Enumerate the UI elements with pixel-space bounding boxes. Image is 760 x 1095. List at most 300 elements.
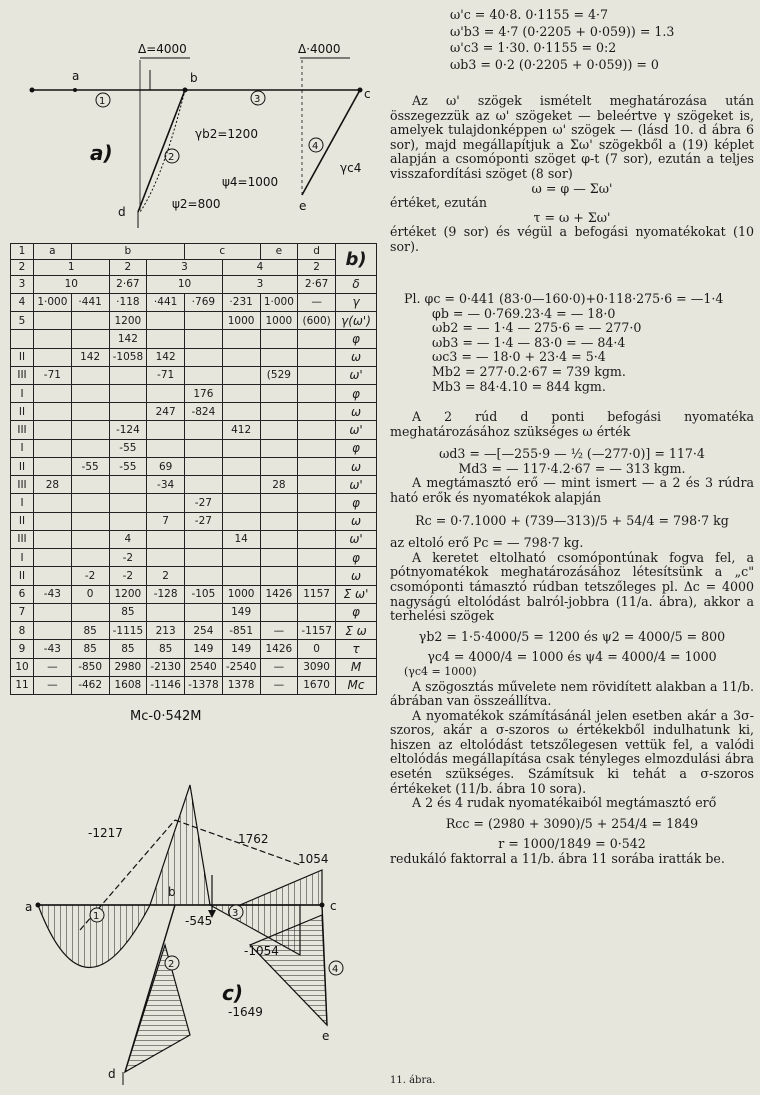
table-cell	[71, 549, 109, 567]
table-cell	[185, 603, 223, 621]
table-cell	[109, 494, 147, 512]
table-cell	[260, 549, 298, 567]
diagram-c-label: c)	[222, 981, 243, 1005]
table-cell	[298, 530, 336, 548]
row-symbol: φ	[336, 439, 377, 457]
example-line: Mb2 = 277·0.2·67 = 739 kgm.	[432, 363, 626, 379]
table-cell: 149	[222, 603, 260, 621]
table-cell	[71, 366, 109, 384]
table-cell: -2540	[222, 658, 260, 676]
table-cell	[34, 348, 72, 366]
paragraph: A keretet eltolható csomópontúnak fogva fel, a pótnyomatékok meghatározásához létesítsünk a „c" csomóponti támasztó rúdban tetszőleges pl. Δc = 4000 nagyságú eltolódást balról-jobbra (11/a. ábra), akkor a terhelési szögek	[390, 549, 754, 624]
table-cell: 142	[109, 330, 147, 348]
row-symbol: ω'	[336, 476, 377, 494]
table-row: I -55 φ	[11, 439, 377, 457]
table-cell: ·231	[222, 293, 260, 311]
table-row: III 28 -34 28 ω'	[11, 476, 377, 494]
table-cell: -824	[185, 403, 223, 421]
table-cell: 14	[222, 530, 260, 548]
table-cell	[260, 348, 298, 366]
example-line: Pl. φc = 0·441 (83·0—160·0)+0·118·275·6 = —1·4	[404, 291, 724, 306]
row-symbol: φ	[336, 385, 377, 403]
table-cell: 0	[298, 640, 336, 658]
table-row: 10 — -850 2980 -2130 2540 -2540 — 3090 M	[11, 658, 377, 676]
table-cell	[109, 403, 147, 421]
table-cell: ·441	[71, 293, 109, 311]
table-cell	[222, 476, 260, 494]
table-cell	[71, 403, 109, 421]
node-cell: c	[185, 244, 261, 260]
table-cell: -71	[34, 366, 72, 384]
table-cell	[298, 476, 336, 494]
member-cell: 4	[222, 259, 298, 275]
member-cell: 2	[109, 259, 147, 275]
table-cell: -43	[34, 640, 72, 658]
table-cell	[260, 494, 298, 512]
table-row: 3 10 2·67 10 3 2·67 δ	[11, 275, 377, 293]
node-cell: a	[34, 244, 72, 260]
table-cell: —	[34, 658, 72, 676]
member-2-label: 2	[168, 152, 175, 163]
paragraph: A szögosztás művelete nem rövidített alakban a 11/b. ábrában van összeállítva.	[390, 678, 754, 709]
table-cell	[260, 457, 298, 475]
example-line: ωb2 = — 1·4 — 275·6 = — 277·0	[432, 320, 642, 336]
table-cell: -34	[147, 476, 185, 494]
table-row: II 7 -27 ω	[11, 512, 377, 530]
table-row: II -55 -55 69 ω	[11, 457, 377, 475]
example-line: ωc3 = — 18·0 + 23·4 = 5·4	[432, 349, 606, 365]
row-symbol: M	[336, 658, 377, 676]
table-cell: -1058	[109, 348, 147, 366]
table-cell: 3090	[298, 658, 336, 676]
table-cell: -1146	[147, 676, 185, 694]
moment-value: 1054	[298, 852, 329, 866]
table-row: II 247 -824 ω	[11, 403, 377, 421]
table-cell: 149	[185, 640, 223, 658]
table-row: 2 1 2 3 4 2	[11, 259, 377, 275]
table-cell: 142	[147, 348, 185, 366]
table-cell	[34, 312, 72, 330]
table-cell	[222, 385, 260, 403]
table-cell	[147, 421, 185, 439]
table-cell	[298, 348, 336, 366]
table-cell	[298, 512, 336, 530]
table-cell	[185, 530, 223, 548]
table-cell	[260, 439, 298, 457]
table-cell	[34, 403, 72, 421]
table-cell: -2130	[147, 658, 185, 676]
moment-value: 1762	[238, 832, 269, 846]
table-cell	[185, 476, 223, 494]
table-cell	[185, 348, 223, 366]
equation: ω'c3 = 1·30. 0·1155 = 0:2	[450, 40, 617, 56]
table-cell: -2	[109, 549, 147, 567]
table-cell	[147, 494, 185, 512]
table-cell	[185, 421, 223, 439]
table-cell	[71, 330, 109, 348]
table-row: II 142 -1058 142 ω	[11, 348, 377, 366]
table-cell	[260, 567, 298, 585]
table-cell	[298, 366, 336, 384]
table-cell	[34, 549, 72, 567]
table-cell: 1·000	[34, 293, 72, 311]
table-cell	[34, 622, 72, 640]
table-cell: -55	[109, 457, 147, 475]
table-cell	[147, 330, 185, 348]
table-cell: —	[260, 676, 298, 694]
table-cell: 213	[147, 622, 185, 640]
table-cell: ·118	[109, 293, 147, 311]
table-cell: -2	[109, 567, 147, 585]
row-symbol: τ	[336, 640, 377, 658]
table-cell	[185, 312, 223, 330]
table-cell	[34, 512, 72, 530]
table-cell: -27	[185, 494, 223, 512]
table-cell: -1157	[298, 622, 336, 640]
table-cell: 2	[147, 567, 185, 585]
table-row: III -124 412 ω'	[11, 421, 377, 439]
table-cell: 85	[109, 603, 147, 621]
table-row: I -2 φ	[11, 549, 377, 567]
member-cell: 3	[147, 259, 223, 275]
table-cell	[185, 567, 223, 585]
table-row: 6 -43 0 1200 -128 -105 1000 1426 1157 Σ ω'	[11, 585, 377, 603]
example-line: φb = — 0·769.23·4 = — 18·0	[432, 305, 616, 321]
table-cell	[71, 439, 109, 457]
node-d-label: d	[118, 205, 126, 219]
node-d-label: d	[108, 1067, 116, 1081]
table-cell	[260, 403, 298, 421]
formula: ω = φ — Σω'	[531, 180, 613, 196]
table-row: 11 — -462 1608 -1146 -1378 1378 — 1670 Mc	[11, 676, 377, 694]
row-symbol: γ	[336, 293, 377, 311]
equation: ωb3 = 0·2 (0·2205 + 0·059)) = 0	[450, 56, 659, 72]
table-cell: -128	[147, 585, 185, 603]
table-cell	[71, 603, 109, 621]
table-cell: 412	[222, 421, 260, 439]
table-cell	[260, 385, 298, 403]
table-cell: 254	[185, 622, 223, 640]
table-cell	[147, 312, 185, 330]
table-cell: ·769	[185, 293, 223, 311]
table-cell: 142	[71, 348, 109, 366]
table-row: I -27 φ	[11, 494, 377, 512]
table-cell	[185, 330, 223, 348]
table-cell	[298, 439, 336, 457]
table-cell	[71, 530, 109, 548]
table-cell	[260, 512, 298, 530]
table-cell: -105	[185, 585, 223, 603]
row-symbol: Σ ω'	[336, 585, 377, 603]
table-cell	[185, 439, 223, 457]
table-cell: ·441	[147, 293, 185, 311]
table-cell	[222, 457, 260, 475]
table-cell: -2	[71, 567, 109, 585]
table-cell	[185, 549, 223, 567]
row-symbol: φ	[336, 330, 377, 348]
table-cell	[147, 603, 185, 621]
formula: r = 1000/1849 = 0·542	[498, 836, 646, 852]
svg-text:2: 2	[168, 959, 175, 970]
formula: Rc = 0·7.1000 + (739—313)/5 + 54/4 = 798·7 kg	[415, 512, 729, 528]
table-cell: -27	[185, 512, 223, 530]
table-cell: -43	[34, 585, 72, 603]
table-cell: 1670	[298, 676, 336, 694]
table-cell: 1200	[109, 312, 147, 330]
example-block	[404, 292, 754, 394]
table-cell	[71, 312, 109, 330]
table-row: 5 1200 1000 1000 (600) γ(ω')	[11, 312, 377, 330]
row-symbol: φ	[336, 603, 377, 621]
table-row: 1 a b c e d b)	[11, 244, 377, 260]
table-cell: 1000	[222, 585, 260, 603]
moment-diagram-title: Mc-0·542M	[130, 709, 202, 724]
table-cell: 85	[109, 640, 147, 658]
table-row	[11, 330, 377, 348]
table-cell: 1426	[260, 640, 298, 658]
node-a-label: a	[72, 69, 80, 83]
psi4-label: ψ4=1000	[222, 175, 279, 189]
table-cell: -851	[222, 622, 260, 640]
diagram-a-label: a)	[90, 141, 113, 165]
node-e-label: e	[322, 1029, 330, 1043]
table-cell	[147, 549, 185, 567]
table-cell: —	[260, 658, 298, 676]
table-cell	[109, 476, 147, 494]
gamma-c4-label: γc4	[340, 161, 362, 175]
paragraph: értéket (9 sor) és végül a befogási nyomatékokat (10 sor).	[390, 224, 754, 254]
node-cell: d	[298, 244, 336, 260]
paragraph: A 2 rúd d ponti befogási nyomatéka meghatározásához szükséges ω érték	[390, 409, 754, 439]
node-c-label: c	[364, 87, 371, 101]
row-symbol: Mc	[336, 676, 377, 694]
calculation-table	[10, 243, 377, 695]
moment-value: -1649	[228, 1005, 263, 1019]
example-line: ωb3 = — 1·4 — 83·0 = — 84·4	[432, 334, 626, 350]
table-cell: 1426	[260, 585, 298, 603]
table-cell: (529	[260, 366, 298, 384]
table-cell: 1200	[109, 585, 147, 603]
table-cell	[147, 530, 185, 548]
table-cell	[147, 439, 185, 457]
table-cell	[260, 603, 298, 621]
node-b-label: b	[168, 885, 176, 899]
row-symbol: ω	[336, 348, 377, 366]
node-a-label: a	[25, 900, 33, 914]
svg-text:4: 4	[332, 964, 339, 975]
table-cell	[34, 494, 72, 512]
table-cell: 2540	[185, 658, 223, 676]
node-cell: b	[71, 244, 184, 260]
formula: τ = ω + Σω'	[533, 209, 611, 225]
table-cell	[298, 421, 336, 439]
table-cell	[109, 366, 147, 384]
table-cell: 0	[71, 585, 109, 603]
table-row: 4 1·000 ·441 ·118 ·441 ·769 ·231 1·000 — γ	[11, 293, 377, 311]
table-cell	[298, 403, 336, 421]
table-cell: -55	[109, 439, 147, 457]
delta-top-left: Δ=4000	[138, 42, 187, 56]
table-cell: 247	[147, 403, 185, 421]
member-cell: 2	[298, 259, 336, 275]
table-cell	[260, 421, 298, 439]
formula: Md3 = — 117·4.2·67 = — 313 kgm.	[458, 460, 686, 476]
table-cell	[222, 330, 260, 348]
equation: ω'b3 = 4·7 (0·2205 + 0·059)) = 1.3	[450, 23, 675, 39]
row-symbol: ω	[336, 512, 377, 530]
table-row: III 4 14 ω'	[11, 530, 377, 548]
formula: Rcc = (2980 + 3090)/5 + 254/4 = 1849	[445, 815, 699, 831]
table-cell	[71, 512, 109, 530]
row-symbol: φ	[336, 549, 377, 567]
paragraph: redukáló faktorral a 11/b. ábra 11 sorába iratták be.	[390, 851, 725, 867]
table-cell: —	[34, 676, 72, 694]
table-cell	[34, 567, 72, 585]
paragraph: A 2 és 4 rudak nyomatékaiból megtámasztó erő	[412, 795, 717, 811]
formula: γb2 = 1·5·4000/5 = 1200 és ψ2 = 4000/5 = 800	[418, 628, 726, 644]
node-c-label: c	[330, 899, 337, 913]
paragraph: az eltoló erő Pc = — 798·7 kg.	[390, 535, 584, 551]
table-row: 9 -43 85 85 85 149 149 1426 0 τ	[11, 640, 377, 658]
node-cell: e	[260, 244, 298, 260]
node-e-label: e	[299, 199, 307, 213]
table-cell	[71, 421, 109, 439]
table-cell: -1378	[185, 676, 223, 694]
table-cell: 28	[260, 476, 298, 494]
svg-text:3: 3	[232, 908, 239, 919]
row-symbol: ω'	[336, 366, 377, 384]
table-cell: 1378	[222, 676, 260, 694]
table-cell	[222, 439, 260, 457]
equation: ω'c = 40·8. 0·1155 = 4·7	[450, 7, 609, 22]
row-symbol: ω'	[336, 421, 377, 439]
table-cell	[222, 567, 260, 585]
table-cell: (600)	[298, 312, 336, 330]
table-cell: -124	[109, 421, 147, 439]
member-3-label: 3	[254, 94, 261, 105]
gamma-b2-label: γb2=1200	[195, 127, 258, 141]
table-cell: 69	[147, 457, 185, 475]
row-symbol: ω'	[336, 530, 377, 548]
table-cell: 28	[34, 476, 72, 494]
delta-top-right: Δ·4000	[298, 42, 341, 56]
table-cell	[34, 439, 72, 457]
row-symbol: ω	[336, 457, 377, 475]
table-row: III -71 -71 (529 ω'	[11, 366, 377, 384]
table-cell	[298, 330, 336, 348]
table-cell: 1·000	[260, 293, 298, 311]
svg-text:1: 1	[93, 911, 100, 922]
table-cell	[147, 385, 185, 403]
table-cell	[71, 385, 109, 403]
table-cell	[298, 549, 336, 567]
row-symbol: γ(ω')	[336, 312, 377, 330]
table-cell: —	[298, 293, 336, 311]
table-cell: -55	[71, 457, 109, 475]
table-cell	[109, 512, 147, 530]
table-cell: 1000	[260, 312, 298, 330]
table-cell	[34, 385, 72, 403]
figure-caption: 11. ábra.	[390, 1075, 436, 1086]
table-cell: 1608	[109, 676, 147, 694]
row-symbol: ω	[336, 403, 377, 421]
row-symbol: Σ ω	[336, 622, 377, 640]
table-row: I 176 φ	[11, 385, 377, 403]
paragraph: A megtámasztó erő — mint ismert — a 2 és 3 rúdra ható erők és nyomatékok alapján	[390, 475, 754, 505]
table-cell	[34, 421, 72, 439]
table-cell	[34, 530, 72, 548]
paragraph: Az ω' szögek ismételt meghatározása után összegezzük az ω' szögeket — beleértve γ szögeket is, amelyek tulajdonképpen ω' szögek — (lásd 10. d ábra 6 sor), majd megállapítjuk a Σω' szögekből a (19) képlet alapján a csomóponti szöget φ-t (7 sor), ezután a teljes visszafordítási szöget (8 sor)	[390, 93, 754, 181]
table-cell	[109, 385, 147, 403]
table-cell: 1000	[222, 312, 260, 330]
table-cell	[34, 603, 72, 621]
moment-value: -545	[185, 914, 213, 928]
frame-diagram-a	[0, 0, 388, 240]
table-cell: 2980	[109, 658, 147, 676]
table-cell: 149	[222, 640, 260, 658]
table-cell	[185, 366, 223, 384]
table-cell: 85	[71, 640, 109, 658]
table-cell	[298, 603, 336, 621]
text-column	[390, 0, 754, 1095]
node-b-label: b	[190, 71, 198, 85]
table-row: 7 85 149 φ	[11, 603, 377, 621]
formula: ωd3 = —[—255·9 — ½ (—277·0)] = 117·4	[439, 446, 705, 462]
moment-value: -1054	[244, 944, 279, 958]
member-1-label: 1	[99, 96, 106, 107]
psi2-label: ψ2=800	[172, 197, 221, 211]
table-cell	[34, 457, 72, 475]
moment-value: -1217	[88, 826, 123, 840]
table-cell: 4	[109, 530, 147, 548]
table-cell	[222, 549, 260, 567]
table-cell: —	[260, 622, 298, 640]
table-row: II -2 -2 2 ω	[11, 567, 377, 585]
table-cell: 85	[147, 640, 185, 658]
formula-note: (γc4 = 1000)	[404, 664, 477, 678]
table-cell	[298, 457, 336, 475]
member-4-label: 4	[312, 141, 319, 152]
table-cell	[222, 512, 260, 530]
table-cell	[71, 494, 109, 512]
table-cell: 7	[147, 512, 185, 530]
table-cell	[222, 366, 260, 384]
formula: γc4 = 4000/4 = 1000 és ψ4 = 4000/4 = 1000	[427, 649, 717, 665]
table-cell: 176	[185, 385, 223, 403]
table-b-label: b)	[336, 244, 377, 276]
table-cell: -71	[147, 366, 185, 384]
table-cell: 85	[71, 622, 109, 640]
table-cell	[260, 330, 298, 348]
table-cell	[222, 494, 260, 512]
table-cell	[298, 494, 336, 512]
table-cell: -850	[71, 658, 109, 676]
table-cell: -1115	[109, 622, 147, 640]
row-symbol: ω	[336, 567, 377, 585]
paragraph: értéket, ezután	[390, 195, 488, 211]
row-symbol: φ	[336, 494, 377, 512]
paragraph: A nyomatékok számításánál jelen esetben akár a 3σ-szoros, akár a σ-szoros ω értékekből indulhatunk ki, hiszen az eltolódást tetszőlegesen vettük fel, a valódi eltolódás megállapítása csak tényleges elmozdulási ábra esetén szükséges. Számítsuk ki tehát a σ-szoros értékeket (11/b. ábra 10 sora).	[390, 707, 754, 796]
table-cell	[260, 530, 298, 548]
table-cell	[298, 567, 336, 585]
table-cell: 1157	[298, 585, 336, 603]
table-cell	[71, 476, 109, 494]
table-cell	[222, 403, 260, 421]
table-cell: -462	[71, 676, 109, 694]
table-cell	[185, 457, 223, 475]
member-cell: 1	[34, 259, 110, 275]
example-line: Mb3 = 84·4.10 = 844 kgm.	[432, 378, 606, 394]
